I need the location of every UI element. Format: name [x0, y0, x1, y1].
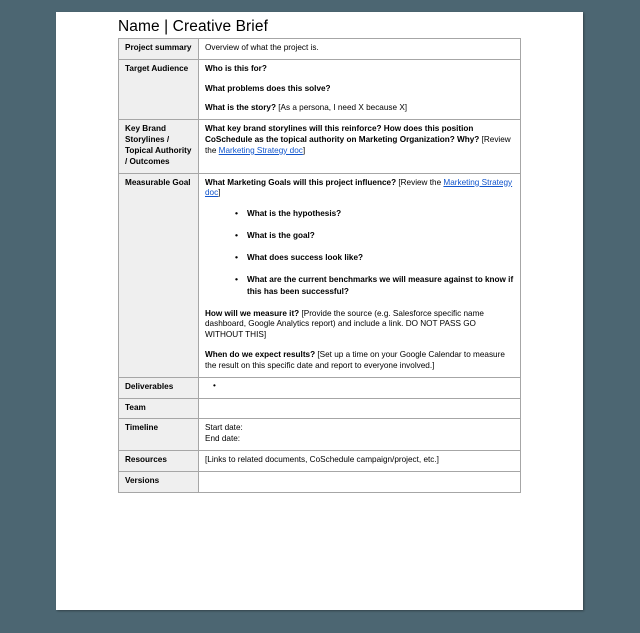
table-body: [119, 39, 521, 493]
table-row: [119, 39, 521, 60]
list-item: • What is the hypothesis?: [235, 208, 514, 219]
measurable-goal-bracket-open: [Review the: [396, 177, 444, 187]
measurable-goal-bullet-list: [205, 208, 514, 296]
results-detail: [Set up a time on your Google Calendar to measure the result on this specific date and report to everyone involved.]: [205, 350, 505, 370]
row-content-versions: [199, 471, 521, 492]
measurable-goal-question: What Marketing Goals will this project influence?: [205, 177, 397, 187]
timeline-start-date: Start date:: [205, 423, 243, 433]
target-audience-question-3-bold: What is the story?: [205, 103, 276, 113]
table-row: [119, 120, 521, 173]
row-content-timeline: [199, 419, 521, 451]
table-row: [119, 419, 521, 451]
row-label-measurable-goal: Measurable Goal: [119, 173, 199, 377]
deliverables-bullet-placeholder: [205, 382, 514, 393]
row-content-key-brand-storylines: [199, 120, 521, 173]
target-audience-question-3-plain: [As a persona, I need X because X]: [275, 103, 408, 113]
marketing-strategy-doc-link[interactable]: Marketing Strategy doc: [205, 177, 513, 198]
target-audience-question-2: What problems does this solve?: [205, 83, 331, 93]
table-row: [119, 173, 521, 377]
row-label-versions: Versions: [119, 471, 199, 492]
timeline-end-date: End date:: [205, 434, 241, 444]
measure-question: How will we measure it?: [205, 308, 300, 318]
list-item: • What are the current benchmarks we will measure against to know if this has been successful?: [235, 274, 514, 296]
row-content-team: [199, 398, 521, 419]
row-content-project-summary: [199, 39, 521, 60]
row-label-target-audience: Target Audience: [119, 59, 199, 119]
document-page: [56, 12, 583, 610]
key-brand-bracket-open: [Review the: [205, 135, 511, 155]
row-content-target-audience: [199, 59, 521, 119]
key-brand-storylines-question: What key brand storylines will this reinforce? How does this position CoSchedule as the topical authority on Marketing Organization? Why?: [205, 124, 480, 145]
key-brand-storylines-text: [205, 124, 514, 156]
page-title: Name | Creative Brief: [118, 18, 268, 35]
row-label-project-summary: Project summary: [119, 39, 199, 60]
row-content-resources: [199, 451, 521, 472]
target-audience-question-1: Who is this for?: [205, 63, 267, 73]
table-row: [119, 59, 521, 119]
row-content-deliverables: [199, 377, 521, 398]
row-label-deliverables: Deliverables: [119, 377, 199, 398]
measurable-goal-results-paragraph: [205, 350, 514, 372]
creative-brief-table: [118, 38, 521, 493]
measurable-goal-lead: [205, 178, 514, 200]
list-item: • What is the goal?: [235, 230, 514, 241]
team-empty-value: [205, 403, 514, 414]
marketing-strategy-doc-link[interactable]: Marketing Strategy doc: [218, 145, 303, 155]
table-row: [119, 471, 521, 492]
project-summary-text: Overview of what the project is.: [205, 43, 319, 52]
row-label-timeline: Timeline: [119, 419, 199, 451]
key-brand-bracket-close: ]: [302, 145, 306, 155]
measure-detail: [Provide the source (e.g. Salesforce specific name dashboard, Google Analytics report) and include a link. DO NOT PASS GO WITHOUT THIS]: [205, 308, 484, 340]
target-audience-question-3: [205, 103, 514, 114]
table-row: [119, 377, 521, 398]
versions-empty-value: [205, 476, 514, 487]
measurable-goal-bracket-close: ]: [218, 188, 221, 198]
row-label-resources: Resources: [119, 451, 199, 472]
results-question: When do we expect results?: [205, 350, 316, 360]
row-content-measurable-goal: [199, 173, 521, 377]
table-row: [119, 398, 521, 419]
row-label-key-brand-storylines: Key Brand Storylines / Topical Authority / Outcomes: [119, 120, 199, 173]
table-row: [119, 451, 521, 472]
list-item: • What does success look like?: [235, 252, 514, 263]
measurable-goal-measure-paragraph: [205, 309, 514, 341]
row-label-team: Team: [119, 398, 199, 419]
resources-text: [Links to related documents, CoSchedule campaign/project, etc.]: [205, 455, 439, 465]
